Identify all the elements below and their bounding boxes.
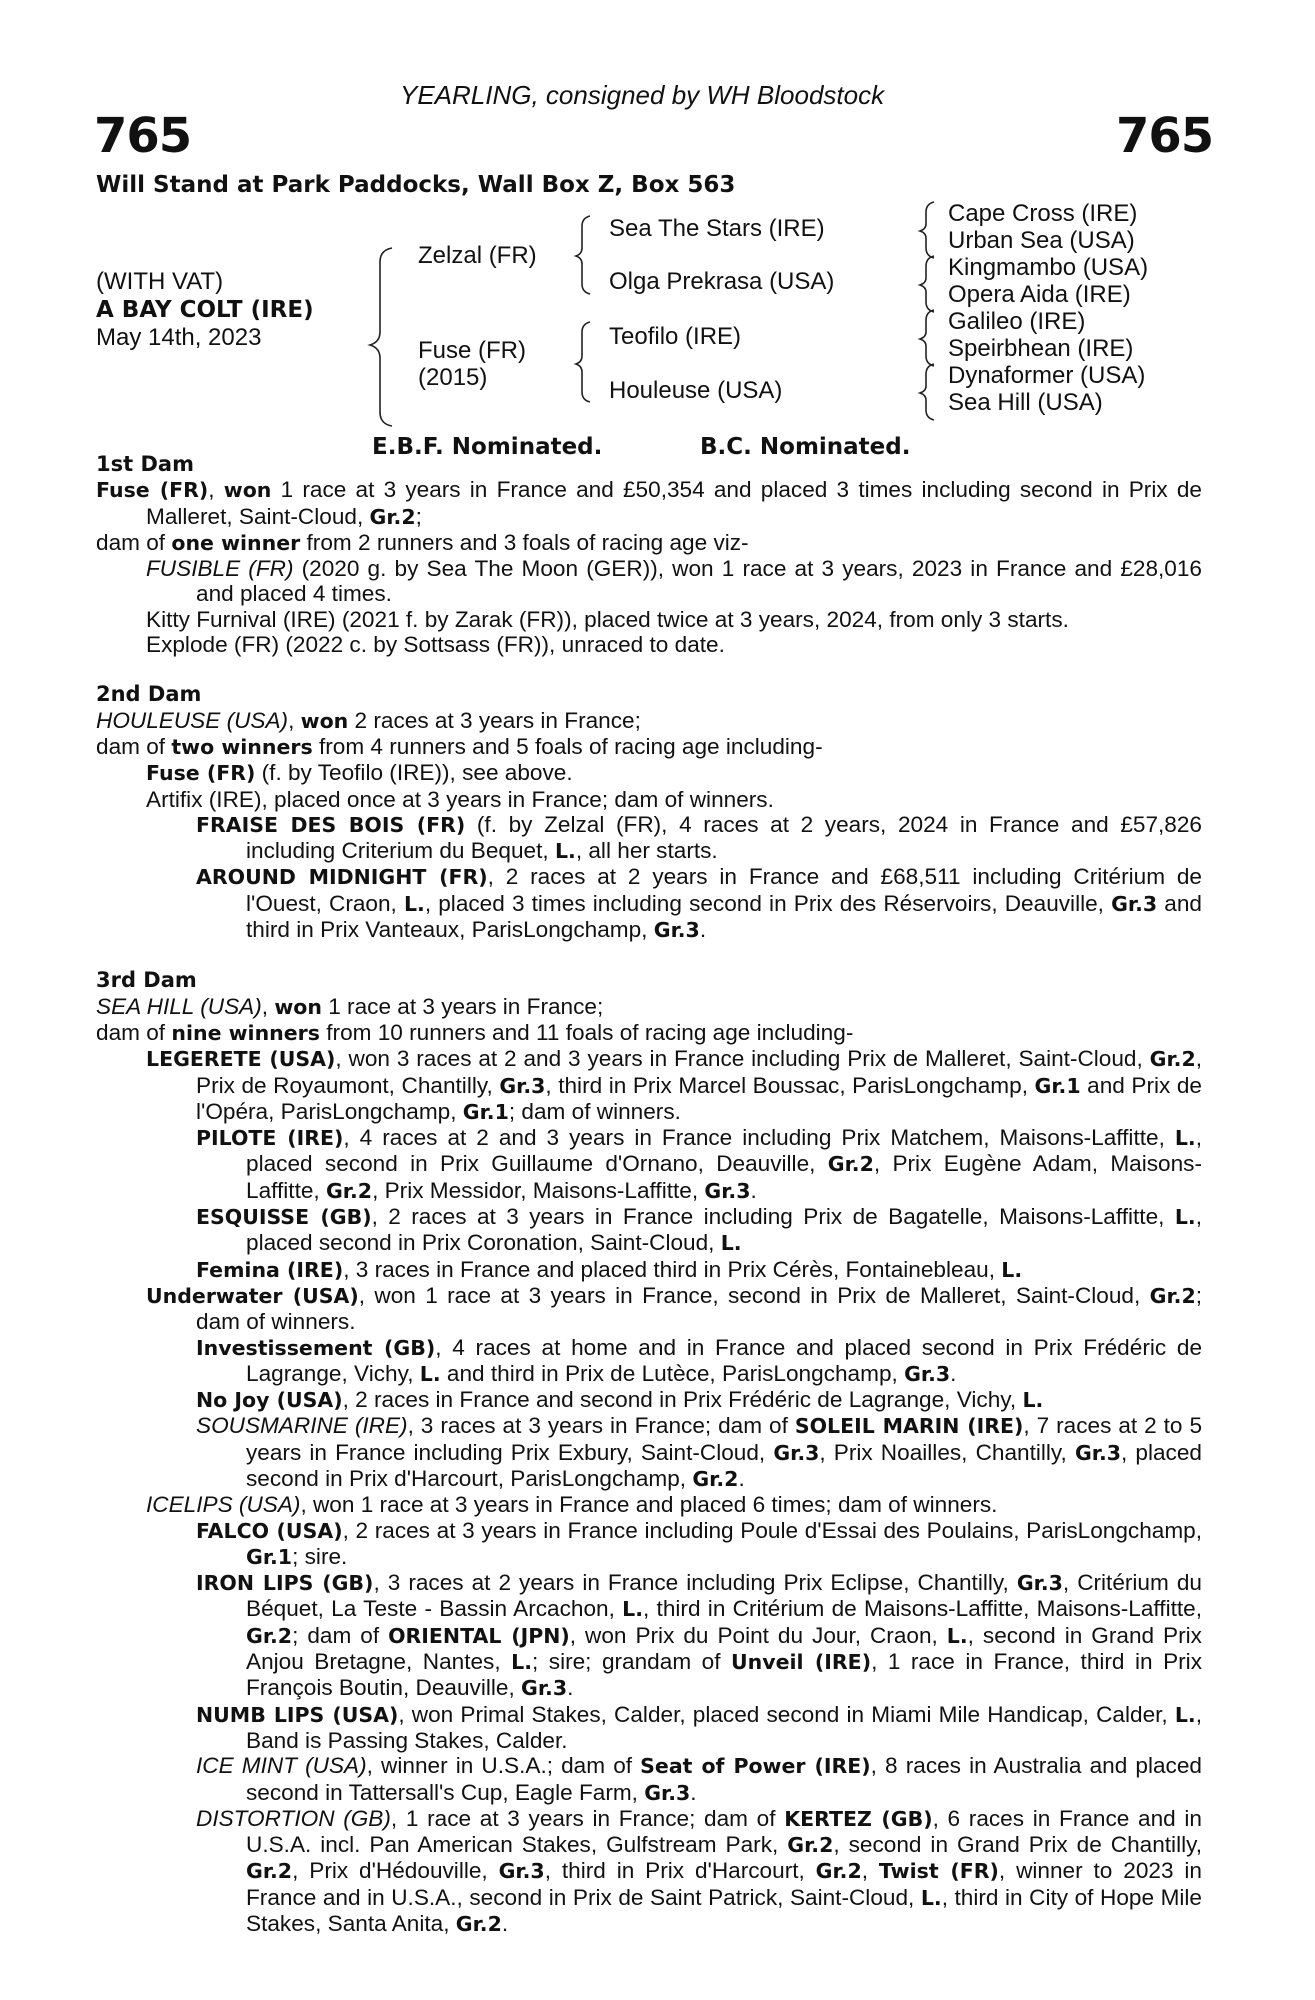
catalogue-body <box>96 452 1202 1937</box>
pedigree-dam: Fuse (FR) <box>418 337 526 364</box>
horse-name: DISTORTION (GB) <box>196 1805 391 1831</box>
horse-name: FALCO (USA) <box>196 1518 343 1543</box>
pedigree-dsd: Speirbhean (IRE) <box>948 335 1134 362</box>
produce-entry: Underwater (USA), won 1 race at 3 years in France, second in Prix de Malleret, Saint-Cloud, Gr.2; dam of winners. <box>146 1282 1202 1335</box>
bc-nomination: B.C. Nominated. <box>700 434 911 460</box>
third-dam-produce-summary: dam of nine winners from 10 runners and 11 foals of racing age including- <box>96 1019 854 1045</box>
lot-number-left: 765 <box>94 108 192 164</box>
pedigree-ssd: Urban Sea (USA) <box>948 227 1135 254</box>
produce-entry: FRAISE DES BOIS (FR) (f. by Zelzal (FR), 4 races at 2 years, 2024 in France and £57,826 including Criterium du Bequet, L., all her starts. <box>196 811 1202 864</box>
produce-entry: ESQUISSE (GB), 2 races at 3 years in France including Prix de Bagatelle, Maisons-Laffitte, L., placed second in Prix Coronation, Saint-Cloud, L. <box>196 1204 1202 1256</box>
horse-name: Femina (IRE) <box>196 1257 344 1282</box>
horse-name: ICE MINT (USA) <box>196 1753 367 1779</box>
horse-name: Fuse (FR) <box>146 761 256 786</box>
pedigree-ddd: Sea Hill (USA) <box>948 389 1103 416</box>
produce-entry: Investissement (GB), 4 races at home and in France and placed second in Prix Frédéric de Lagrange, Vichy, L. and third in Prix de Lutèce, ParisLongchamp, Gr.3. <box>196 1334 1203 1386</box>
pedigree-sire-sire: Sea The Stars (IRE) <box>609 215 825 242</box>
horse-name: PILOTE (IRE) <box>196 1126 344 1151</box>
ebf-nomination: E.B.F. Nominated. <box>372 434 603 460</box>
pedigree-sds: Kingmambo (USA) <box>948 254 1149 281</box>
pedigree-sdd: Opera Aida (IRE) <box>948 281 1131 308</box>
produce-entry: Explode (FR) (2022 c. by Sottsass (FR)), unraced to date. <box>146 632 725 658</box>
pedigree-dss: Galileo (IRE) <box>948 308 1086 335</box>
lot-number-right: 765 <box>1116 108 1214 164</box>
horse-name: NUMB LIPS (USA) <box>196 1702 399 1727</box>
first-dam-produce-summary: dam of one winner from 2 runners and 3 foals of racing age viz- <box>96 529 749 555</box>
pedigree-dds: Dynaformer (USA) <box>948 362 1146 389</box>
pedigree-dam-dam: Houleuse (USA) <box>609 377 783 404</box>
produce-entry: FUSIBLE (FR) (2020 g. by Sea The Moon (GER)), won 1 race at 3 years, 2023 in France and £28,016 and placed 4 times. <box>146 556 1202 607</box>
produce-entry: NUMB LIPS (USA), won Primal Stakes, Calder, placed second in Miami Mile Handicap, Calder, L., Band is Passing Stakes, Calder. <box>196 1701 1202 1753</box>
second-dam-heading: 2nd Dam <box>96 682 202 707</box>
horse-name: Underwater (USA) <box>146 1283 359 1308</box>
horse-name: No Joy (USA) <box>196 1388 343 1413</box>
produce-entry: SOUSMARINE (IRE), 3 races at 3 years in France; dam of SOLEIL MARIN (IRE), 7 races at 2 to 5 years in France including Prix Exbury, Saint-Cloud, Gr.3, Prix Noailles, Chantilly, Gr.3, placed second in Prix d'Harcourt, ParisLongchamp, Gr.2. <box>196 1413 1203 1491</box>
third-dam-record: SEA HILL (USA), won 1 race at 3 years in France; <box>96 993 604 1019</box>
produce-entry: AROUND MIDNIGHT (FR), 2 races at 2 years in France and £68,511 including Critérium de l'Ouest, Craon, L., placed 3 times including second in Prix des Réservoirs, Deauville, Gr.3 and third in Prix Vanteaux, ParisLongchamp, Gr.3. <box>196 864 1202 943</box>
horse-name: FUSIBLE (FR) <box>146 556 294 582</box>
third-dam-heading: 3rd Dam <box>96 968 197 993</box>
pedigree-sire: Zelzal (FR) <box>418 242 537 269</box>
pedigree-sss: Cape Cross (IRE) <box>948 200 1138 227</box>
vat-note: (WITH VAT) <box>96 268 224 295</box>
horse-name: Fuse (FR) <box>96 478 209 503</box>
produce-entry: PILOTE (IRE), 4 races at 2 and 3 years in France including Prix Matchem, Maisons-Laffitte, L., placed second in Prix Guillaume d'Ornano, Deauville, Gr.2, Prix Eugène Adam, Maisons-Laffitte, Gr.2, Prix Messidor, Maisons-Laffitte, Gr.3. <box>196 1125 1202 1203</box>
horse-name: A BAY COLT (IRE) <box>96 297 314 323</box>
produce-entry: IRON LIPS (GB), 3 races at 2 years in France including Prix Eclipse, Chantilly, Gr.3, Critérium du Béquet, La Teste - Bassin Arcachon, L., third in Critérium de Maisons-Laffitte, Maisons-Laffitte, Gr.2; dam of ORIENTAL (JPN), won Prix du Point du Jour, Craon, L., second in Grand Prix Anjou Bretagne, Nantes, L.; sire; grandam of Unveil (IRE), 1 race in France, third in Prix François Boutin, Deauville, Gr.3. <box>196 1570 1202 1701</box>
second-dam-produce-summary: dam of two winners from 4 runners and 5 foals of racing age including- <box>96 733 823 759</box>
produce-entry: ICELIPS (USA), won 1 race at 3 years in France and placed 6 times; dam of winners. <box>146 1492 998 1518</box>
horse-name: Investissement (GB) <box>196 1335 436 1360</box>
first-dam-record: Fuse (FR), won 1 race at 3 years in France and £50,354 and placed 3 times including second in Prix de Malleret, Saint-Cloud, Gr.2; <box>96 477 1202 529</box>
produce-entry: Artifix (IRE), placed once at 3 years in France; dam of winners. <box>146 786 774 812</box>
consignment-line: YEARLING, consigned by WH Bloodstock <box>400 80 885 110</box>
first-dam-heading: 1st Dam <box>96 452 194 476</box>
produce-entry: Fuse (FR) (f. by Teofilo (IRE)), see above. <box>146 760 573 786</box>
produce-entry: DISTORTION (GB), 1 race at 3 years in France; dam of KERTEZ (GB), 6 races in France and in U.S.A. incl. Pan American Stakes, Gulfstream Park, Gr.2, second in Grand Prix de Chantilly, Gr.2, Prix d'Hédouville, Gr.3, third in Prix d'Harcourt, Gr.2, Twist (FR), winner to 2023 in France and in U.S.A., second in Prix de Saint Patrick, Saint-Cloud, L., third in City of Hope Mile Stakes, Santa Anita, Gr.2. <box>196 1805 1203 1937</box>
pedigree-sire-dam: Olga Prekrasa (USA) <box>609 268 835 295</box>
horse-name: SOUSMARINE (IRE) <box>196 1413 408 1439</box>
horse-name: ICELIPS (USA) <box>146 1492 301 1518</box>
produce-entry: FALCO (USA), 2 races at 3 years in France including Poule d'Essai des Poulains, ParisLongchamp, Gr.1; sire. <box>196 1517 1202 1569</box>
produce-entry: Femina (IRE), 3 races in France and placed third in Prix Cérès, Fontainebleau, L. <box>196 1256 1023 1282</box>
stand-location: Will Stand at Park Paddocks, Wall Box Z, Box 563 <box>96 172 736 198</box>
horse-name: AROUND MIDNIGHT (FR) <box>196 865 488 890</box>
second-dam-record: HOULEUSE (USA), won 2 races at 3 years in France; <box>96 707 641 733</box>
produce-entry: LEGERETE (USA), won 3 races at 2 and 3 years in France including Prix de Malleret, Saint-Cloud, Gr.2, Prix de Royaumont, Chantilly, Gr.3, third in Prix Marcel Boussac, ParisLongchamp, Gr.1 and Prix de l'Opéra, ParisLongchamp, Gr.1; dam of winners. <box>146 1046 1202 1124</box>
horse-name: LEGERETE (USA) <box>146 1047 336 1072</box>
produce-entry: Kitty Furnival (IRE) (2021 f. by Zarak (FR)), placed twice at 3 years, 2024, from only 3 starts. <box>146 606 1069 632</box>
horse-name: FRAISE DES BOIS (FR) <box>196 812 466 837</box>
produce-entry: ICE MINT (USA), winner in U.S.A.; dam of Seat of Power (IRE), 8 races in Australia and placed second in Tattersall's Cup, Eagle Farm, Gr.3. <box>196 1753 1202 1805</box>
horse-name: ESQUISSE (GB) <box>196 1205 372 1230</box>
produce-entry: No Joy (USA), 2 races in France and second in Prix Frédéric de Lagrange, Vichy, L. <box>196 1387 1044 1413</box>
horse-dob: May 14th, 2023 <box>96 324 262 351</box>
pedigree-dam-sire: Teofilo (IRE) <box>609 323 742 350</box>
horse-name: SEA HILL (USA) <box>96 993 262 1019</box>
horse-name: IRON LIPS (GB) <box>196 1571 374 1596</box>
pedigree-dam-year: (2015) <box>418 364 488 391</box>
horse-name: HOULEUSE (USA) <box>96 707 289 733</box>
